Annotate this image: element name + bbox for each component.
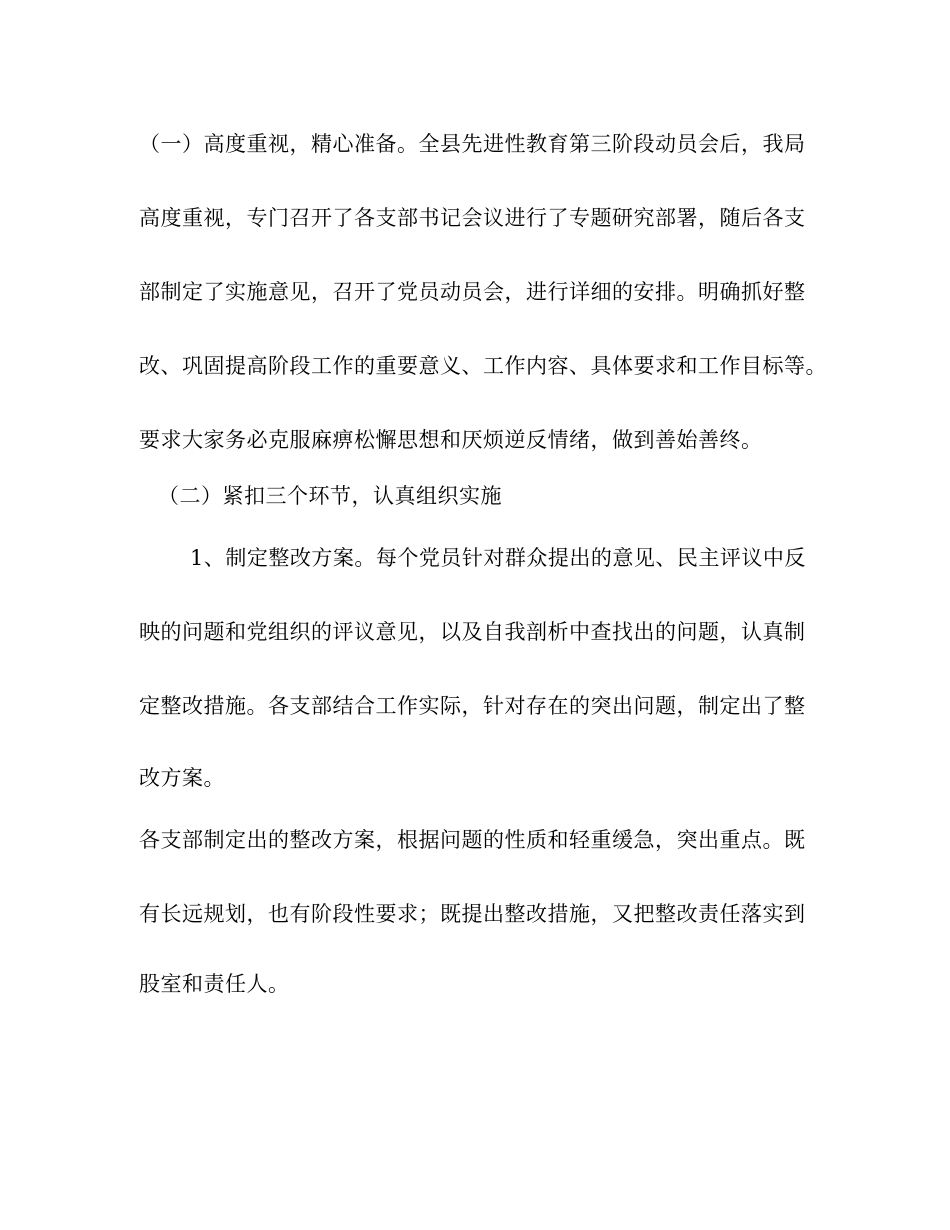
paragraph-1-line-4: 改、巩固提高阶段工作的重要意义、工作内容、具体要求和工作目标等。 bbox=[139, 354, 827, 378]
paragraph-1-line-3: 部制定了实施意见，召开了党员动员会，进行详细的安排。明确抓好整 bbox=[139, 280, 806, 304]
paragraph-2-line-1: 1、制定整改方案。每个党员针对群众提出的意见、民主评议中反 bbox=[190, 546, 806, 570]
paragraph-1-line-1: （一）高度重视，精心准备。全县先进性教育第三阶段动员会后，我局 bbox=[139, 132, 806, 156]
paragraph-1-line-2: 高度重视，专门召开了各支部书记会议进行了专题研究部署，随后各支 bbox=[139, 206, 806, 230]
paragraph-2-line-2: 映的问题和党组织的评议意见，以及自我剖析中查找出的问题，认真制 bbox=[139, 620, 806, 644]
paragraph-3-line-1: 各支部制定出的整改方案，根据问题的性质和轻重缓急，突出重点。既 bbox=[139, 828, 806, 852]
paragraph-1-line-5: 要求大家务必克服麻痹松懈思想和厌烦逆反情绪，做到善始善终。 bbox=[139, 428, 763, 452]
paragraph-2-line-3: 定整改措施。各支部结合工作实际，针对存在的突出问题，制定出了整 bbox=[139, 694, 806, 718]
paragraph-3-line-3: 股室和责任人。 bbox=[139, 972, 290, 996]
paragraph-3-line-2: 有长远规划，也有阶段性要求；既提出整改措施，又把整改责任落实到 bbox=[139, 902, 806, 926]
section-heading-2: （二）紧扣三个环节，认真组织实施 bbox=[158, 484, 502, 508]
paragraph-2-line-4: 改方案。 bbox=[139, 766, 225, 790]
